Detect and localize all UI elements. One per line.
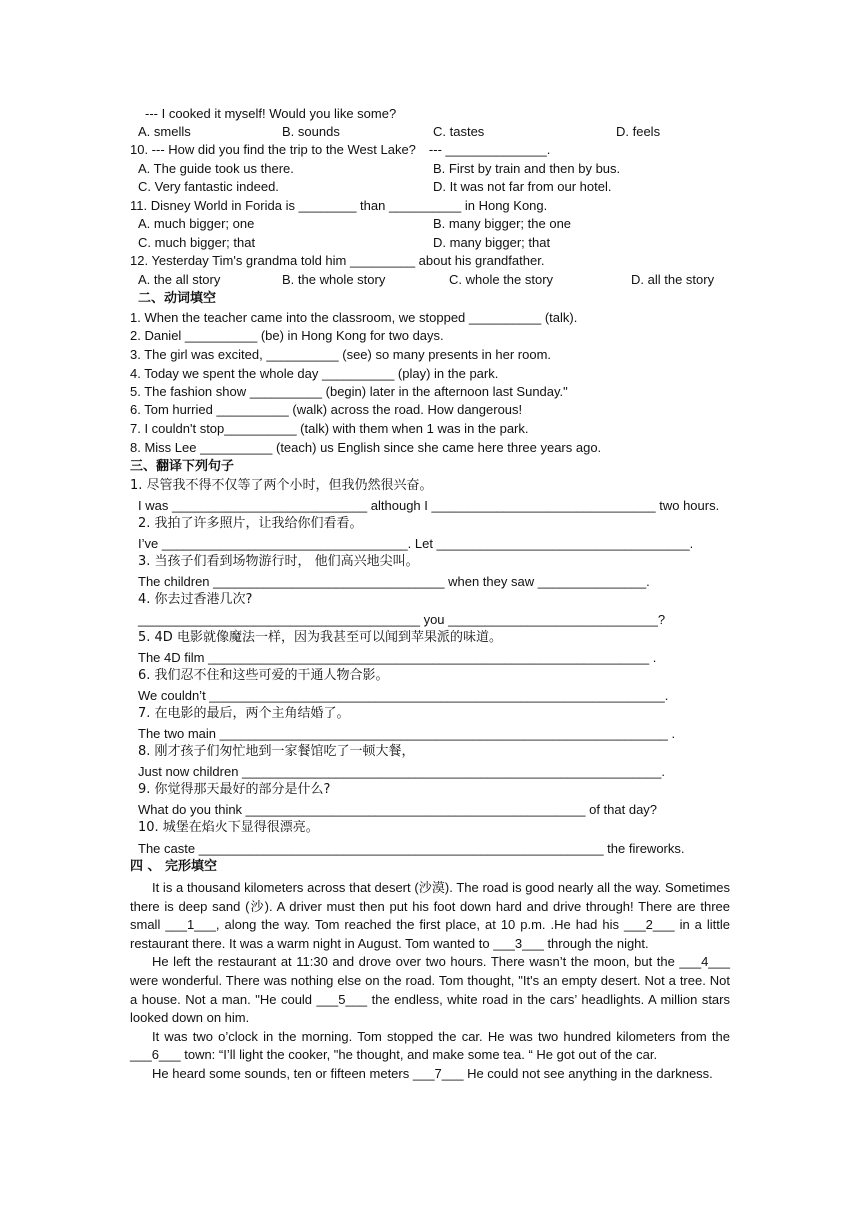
mc-9-option-c: C. tastes [433, 124, 485, 139]
translate-4-english: _______________________________________ you _____________________________? [138, 612, 666, 627]
section-3-heading: 三、翻译下列句子 [130, 459, 235, 474]
translate-6-chinese: 6. 我们忍不住和这些可爱的干通人物合影。 [138, 668, 389, 683]
mc-question-11: 11. Disney World in Forida is ________ than __________ in Hong Kong. [130, 198, 548, 213]
mc-12-option-d: D. all the story [631, 272, 715, 287]
mc-question-12: 12. Yesterday Tim's grandma told him _________ about his grandfather. [130, 253, 545, 268]
translate-5-english: The 4D film _____________________________________________________________ . [138, 650, 657, 665]
translate-7-chinese: 7. 在电影的最后，两个主角结婚了。 [138, 706, 350, 721]
mc-9-option-d: D. feels [616, 124, 661, 139]
verb-item-3: 3. The girl was excited, __________ (see) so many presents in her room. [130, 347, 552, 362]
cloze-paragraph-4: He heard some sounds, ten or fifteen meters ___7___ He could not see anything in the darkness. [152, 1065, 713, 1081]
mc-question-9-continuation: --- I cooked it myself! Would you like some? [145, 106, 397, 121]
translate-6-english: We couldn’t _______________________________________________________________. [138, 688, 669, 703]
cloze-paragraph-2: He left the restaurant at 11:30 and drove over two hours. There wasn’t the moon, but the ___4___ were wonderful. There was nothing else on the road. Tom thought, "It's an empty desert. Not a tree. Not a house. Not a man. "He could ___5___ the endless, white road in the cars’ headlights. A million stars looked down on him. [130, 954, 730, 1026]
translate-9-english: What do you think _______________________________________________ of that day? [138, 802, 658, 817]
mc-10-option-c: C. Very fantastic indeed. [138, 179, 279, 194]
translate-8-english: Just now children __________________________________________________________. [138, 764, 666, 779]
mc-12-option-b: B. the whole story [282, 272, 386, 287]
mc-10-option-b: B. First by train and then by bus. [433, 161, 621, 176]
mc-question-10: 10. --- How did you find the trip to the West Lake? --- ______________. [130, 142, 551, 157]
translate-3-chinese: 3. 当孩子们看到场物游行时， 他们高兴地尖叫。 [138, 554, 419, 569]
translate-10-chinese: 10. 城堡在焰火下显得很漂亮。 [138, 820, 319, 835]
mc-9-option-a: A. smells [138, 124, 191, 139]
translate-3-english: The children ________________________________ when they saw _______________. [138, 574, 650, 589]
mc-12-option-c: C. whole the story [449, 272, 554, 287]
translate-10-english: The caste ________________________________________________________ the fireworks. [138, 841, 685, 856]
mc-9-option-b: B. sounds [282, 124, 340, 139]
translate-1-english: I was ___________________________ although I _______________________________ two hours. [138, 498, 720, 513]
verb-item-4: 4. Today we spent the whole day __________ (play) in the park. [130, 366, 499, 381]
translate-1-chinese: 1. 尽管我不得不仅等了两个小时，但我仍然很兴奋。 [130, 478, 433, 493]
section-2-heading: 二、动词填空 [138, 291, 217, 306]
cloze-paragraph-3: It was two o’clock in the morning. Tom stopped the car. He was two hundred kilometers from the ___6___ town: “I’ll light the cooker, "he thought, and make some tea. “ He got out of the car. [130, 1028, 730, 1063]
cloze-passage [130, 879, 730, 1084]
mc-11-option-b: B. many bigger; the one [433, 216, 572, 231]
mc-11-option-c: C. much bigger; that [138, 235, 256, 250]
translate-2-english: I’ve __________________________________. Let ___________________________________. [138, 536, 694, 551]
mc-12-option-a: A. the all story [138, 272, 221, 287]
translate-9-chinese: 9. 你觉得那天最好的部分是什么? [138, 782, 331, 797]
verb-item-8: 8. Miss Lee __________ (teach) us English since she came here three years ago. [130, 440, 602, 455]
translate-7-english: The two main ______________________________________________________________ . [138, 726, 676, 741]
mc-10-option-a: A. The guide took us there. [138, 161, 294, 176]
verb-item-7: 7. I couldn't stop__________ (talk) with them when 1 was in the park. [130, 421, 529, 436]
translate-2-chinese: 2. 我拍了许多照片，让我给你们看看。 [138, 516, 363, 531]
verb-item-5: 5. The fashion show __________ (begin) later in the afternoon last Sunday." [130, 384, 568, 399]
translate-8-chinese: 8. 刚才孩子们匆忙地到一家餐馆吃了一顿大餐， [138, 744, 415, 759]
section-4-heading: 四 、 完形填空 [130, 859, 218, 874]
mc-11-option-d: D. many bigger; that [433, 235, 551, 250]
cloze-paragraph-1: It is a thousand kilometers across that desert (沙漠). The road is good nearly all the way. Sometimes there is deep sand (沙). A driver must then put his foot down hard and drive through! There are three small ___1___, along the way. Tom reached the first place, at 10 p.m. .He had his ___2___ in a little restaurant there. It was a warm night in August. Tom wanted to ___3___ through the night. [130, 880, 730, 951]
verb-item-2: 2. Daniel __________ (be) in Hong Kong for two days. [130, 328, 444, 343]
verb-item-6: 6. Tom hurried __________ (walk) across the road. How dangerous! [130, 402, 523, 417]
translate-5-chinese: 5. 4D 电影就像魔法一样，因为我甚至可以闻到苹果派的味道。 [138, 630, 502, 645]
verb-item-1: 1. When the teacher came into the classroom, we stopped __________ (talk). [130, 310, 578, 325]
translate-4-chinese: 4. 你去过香港几次? [138, 592, 253, 607]
mc-10-option-d: D. It was not far from our hotel. [433, 179, 612, 194]
mc-11-option-a: A. much bigger; one [138, 216, 255, 231]
